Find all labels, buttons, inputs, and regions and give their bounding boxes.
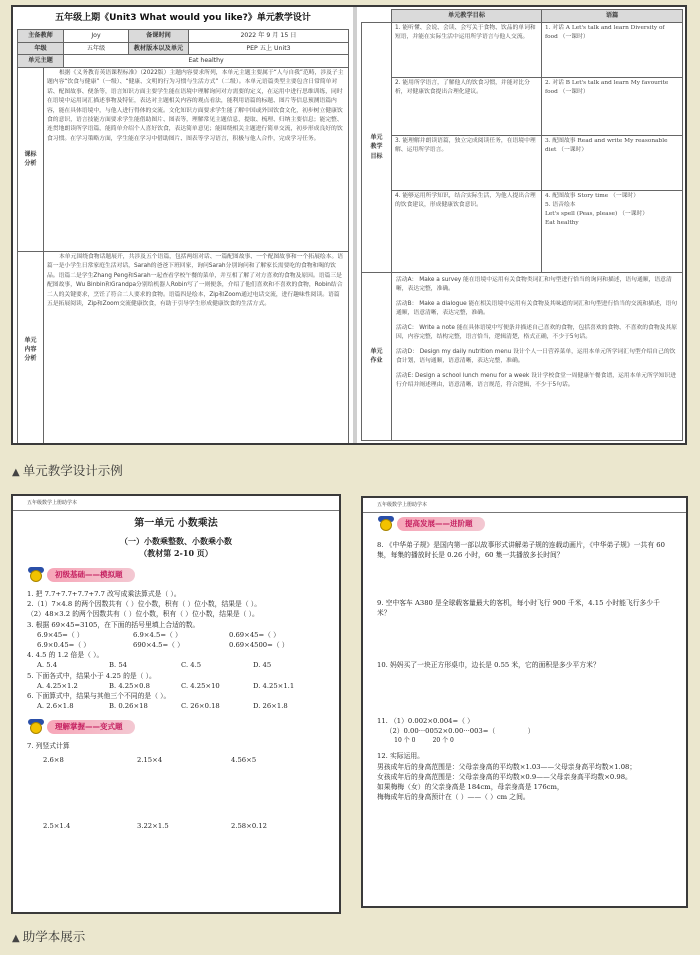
question: 12. 实际运用。: [377, 752, 424, 761]
question: 11. （1）0.002×0.004=（ ）: [377, 717, 474, 725]
row-label: 单元 教学 目标: [362, 22, 392, 272]
page-divider: [353, 7, 357, 443]
left-page: [17, 9, 349, 443]
lesson-head: 语篇: [542, 10, 683, 23]
triangle-up-icon: ▲: [12, 933, 20, 944]
unit-title: 第一单元 小数乘法: [134, 518, 218, 529]
lightbulb-mascot-icon: [27, 718, 45, 736]
question-line: 女孩成年后的身高范围是：父母亲身高的平均数×0.9——父母亲身高平均数×0.98。: [377, 772, 632, 781]
caption-workbooks: ▲ 助学本展示: [12, 929, 86, 944]
meta-value: PEP 五上 Unit3: [188, 42, 348, 55]
goal-head: 单元教学目标: [392, 10, 542, 23]
calc-row: 2.5×1.4 3.22×1.5 2.58×0.12: [43, 822, 267, 831]
meta-value: 2022 年 9 月 15 日: [188, 29, 348, 42]
question-line: 如果梅梅（女）的父亲身高是 184cm，母亲身高是 176cm，: [377, 782, 564, 791]
content-analysis-text: 本单元围绕食物话题展开，共涉及五个语篇，包括两组对话、一篇配图故事、一个配图故事和一个拓展绘本。语篇一是小学生日常家庭生活对话，Sarah的爸爸下班回家，询问Sarah分别询问和了解家长需要吃的食物和喝的饮品。语篇二是学生Zhang Peng和Sarah一起查看学校午餐的菜单，并互相了解了对方喜欢的食物及原因。语篇三是配图故事，Wu Binbin和Grandpa分别给机器人Robin写了一则便条，介绍了他们喜欢和不喜欢的食物，Robin结合二人的关键要求，烹饪了符合二人要求的食物。语篇四是绘本，Zip和Zoom通过电话交流，进行趣味性阅读。语篇五是拓展阅读，Zip和Zoom交流健康饮食，有助于引导学生形成健康饮食的生活方式。: [44, 251, 349, 443]
meta-label: 单元主题: [18, 55, 64, 68]
question: 6. 下面算式中，结果与其他三个不同的是（ ）。: [27, 691, 171, 700]
question: （2）0.00···0052×0.00···003=（ ）: [377, 727, 535, 736]
meta-label: 年级: [18, 42, 64, 55]
workbook-left-page: [13, 496, 339, 912]
book-body: [13, 516, 339, 832]
triangle-up-icon: ▲: [12, 467, 20, 478]
question: 3. 根据 69×45=3105，在下面的括号里填上合适的数。: [27, 620, 200, 629]
question: 8. 《中华弟子规》是国内第一部以故事形式讲解弟子规的连载动画片，《中华弟子规》一共有 60 集，每集的播放时长是 0.26 小时，60 集一共播放多长时间？: [377, 541, 665, 560]
lesson-title: （一）小数乘整数、小数乘小数: [120, 536, 232, 546]
banner-label: 初级基础——模拟题: [47, 568, 135, 582]
curriculum-analysis-text: 根据《义务教育英语课程标准》（2022版）主题内容要求所列，本单元主题主要属于“人与自我”范畴，涉及子主题内容“饮食与健康”（一级）、“健康、文明的行为习惯与生活方式”（二级）。本单元语篇类型主要包含日常简单对话、配图故事、便条等，语言知识方面主要学生能在语境中理解询问对方需要的定义，在运用中进行思维训练，同时在语境中运用词汇描述事物及特征，表达对主题相关内容的观点看法，能利用语篇的标题、图片等信息预测语篇内容，能在具体语境中，与他人进行得体的交流。文化知识方面要求学生能了解中国或外国饮食文化，初步树立健康饮食的意识，语言技能方面要求学生能借助图片、图表等，理解常见主题信息，提取、梳理、归纳主要信息；能完整、连贯地朗读所学语篇，能简单介绍个人喜好饮食，表达简单意见；能围绕相关主题进行简单交流，初步形成良好的饮食习惯。在学习策略方面，学生能在学习中借助图片、图表等学习语言，积极与他人合作，完成学习任务。: [44, 67, 349, 251]
goal-text: 4. 能够运用所学知识，结合实际生活，为他人提出合理的饮食建议，形成健康饮食意识。: [392, 190, 542, 272]
pages-note: （教材第 2-10 页）: [139, 548, 213, 558]
homework-item: 活动A： Make a survey 能在语境中运用有关食物类词汇和句型进行恰当的询问和描述，语句通顺，语意清晰，表达完整，准确。: [396, 276, 672, 292]
answer-row: 6.9×45=（ ） 6.9×4.5=（ ） 0.69×45=（ ）: [37, 630, 280, 639]
blank-cell: [362, 10, 392, 23]
row-label: 单元 内容 分析: [18, 251, 44, 443]
unit-design-paper: [13, 7, 685, 443]
lightbulb-mascot-icon: [377, 515, 395, 533]
banner-label: 理解掌握——变式题: [47, 720, 135, 734]
question: 2.（1）7×4.8 的两个因数共有（ ）位小数，积有（ ）位小数，结果是（ ）。: [27, 600, 261, 609]
unit-design-image: [11, 5, 687, 445]
homework-item: 活动C： Write a note 能在具体语境中写便条并描述自己喜欢的食物，包括喜欢的食物、不喜欢的食物及其原因，内容完整，结构完整，语言恰当，逻辑清楚，格式正确，不少于5句话。: [396, 324, 678, 340]
goal-text: 3. 能理解并朗读语篇，独立完成阅读任务，在语境中理解、运用所学语言。: [392, 135, 542, 190]
answer-row: 6.9×0.45=（ ） 690×4.5=（ ） 0.69×4500=（ ）: [37, 640, 289, 649]
book-header: 五年级数学上册助学本: [13, 496, 339, 511]
calc-row: 2.6×8 2.15×4 4.56×5: [43, 756, 257, 765]
question: 4. 4.5 的 1.2 倍是（ ）。: [27, 651, 104, 660]
question-note: 10 个 0 20 个 0: [377, 737, 454, 745]
lesson-text: 4. 配图故事 Story time （一课时） 5. 语音绘本 Let's spell (Peas, please) （一课时） Eat healthy: [542, 190, 683, 272]
row-label: 单元 作业: [362, 272, 392, 440]
lesson-text: 2. 对话 B Let's talk and learn My favourite food （一课时）: [542, 77, 683, 135]
banner-label: 提高发展——进阶题: [397, 517, 485, 531]
meta-table: [17, 29, 349, 68]
question-line: 男孩成年后的身高范围是：父母亲身高的平均数×1.03——父母亲身高平均数×1.08；: [377, 762, 637, 771]
meta-label: 教材版本以及单元: [128, 42, 188, 55]
goal-table: [361, 9, 683, 273]
homework-item: 活动D： Design my daily nutrition menu 设计个人一日营养菜单，运用本单元所学词汇句型介绍自己的饮食计划，语句通顺，语意清晰，表达完整，准确。: [396, 348, 676, 364]
meta-label: 主备教师: [18, 29, 64, 42]
row-label: 课标 分析: [18, 67, 44, 251]
section-unit-design: [0, 0, 700, 455]
question: 9. 空中客车 A380 是全球载客量最大的客机，每小时飞行 900 千米，4.15 小时能飞行多少千米？: [377, 599, 660, 618]
lesson-text: 1. 对话 A Let's talk and learn Diversity of food （一课时）: [542, 22, 683, 77]
options-row: A. 2.6×1.8 B. 0.26×18 C. 26×0.18 D. 26×1.8: [37, 702, 288, 711]
options-row: A. 5.4 B. 54 C. 4.5 D. 45: [37, 661, 272, 670]
section-banner: [27, 565, 325, 585]
lesson-text: 3. 配图故事 Read and write My reasonable diet （一课时）: [542, 135, 683, 190]
meta-value: Eat healthy: [64, 55, 349, 68]
question: 5. 下面各式中，结果小于 4.25 的是（ ）。: [27, 671, 156, 680]
workbook-right-image: [361, 496, 688, 908]
caption-unit-design: ▲ 单元教学设计示例: [12, 463, 123, 478]
doc-title: 五年级上期《Unit3 What would you like?》单元教学设计: [55, 13, 311, 23]
goal-text: 2. 能用所学语言，了解他人的饮食习惯，并能对比分析，对健康饮食提出合理化建议。: [392, 77, 542, 135]
homework-table: [361, 272, 683, 441]
homework-item: 活动B： Make a dialogue 能在相关语境中运用有关食物及其味道的词汇和句型进行恰当的交流和描述，语句通顺，语意清晰，表达完整，准确。: [396, 300, 678, 316]
meta-value: Joy: [64, 29, 129, 42]
book-body: [363, 514, 686, 802]
section-workbooks: [0, 484, 700, 924]
analysis-table: [17, 67, 349, 443]
workbook-right-page: [363, 498, 686, 906]
question: 10. 妈妈买了一块正方形桌巾，边长是 0.55 米，它的面积是多少平方米？: [377, 661, 600, 669]
lightbulb-mascot-icon: [27, 566, 45, 584]
book-header: 五年级数学上册助学本: [363, 498, 686, 513]
options-row: A. 4.25×1.2 B. 4.25×0.8 C. 4.25×10 D. 4.25×1.1: [37, 681, 295, 690]
homework-item: 活动E: Design a school lunch menu for a week 设计学校食堂一周健康午餐食谱，运用本单元所学知识进行介绍并阐述理由，语意清晰，语言规范，符合逻辑，不少于5句话。: [396, 372, 677, 388]
question: 7. 列竖式计算: [27, 742, 70, 751]
section-banner: [377, 514, 672, 534]
question-line: 梅梅成年后的身高预计在（ ）——（ ）cm 之间。: [377, 793, 530, 802]
right-page: [361, 9, 683, 441]
meta-value: 五年级: [64, 42, 129, 55]
section-banner: [27, 717, 325, 737]
question: （2）48×3.2 的两个因数共有（ ）位小数，积有（ ）位小数，结果是（ ）。: [27, 610, 259, 619]
question: 1. 把 7.7+7.7+7.7+7.7 改写成乘法算式是（ ）。: [27, 590, 181, 598]
meta-label: 备课时间: [128, 29, 188, 42]
workbook-left-image: [11, 494, 341, 914]
goal-text: 1. 能听懂、会说、会读、会写关于食物、饮品的单词和短语，并能在实际生活中运用所学语言与他人交流。: [392, 22, 542, 77]
